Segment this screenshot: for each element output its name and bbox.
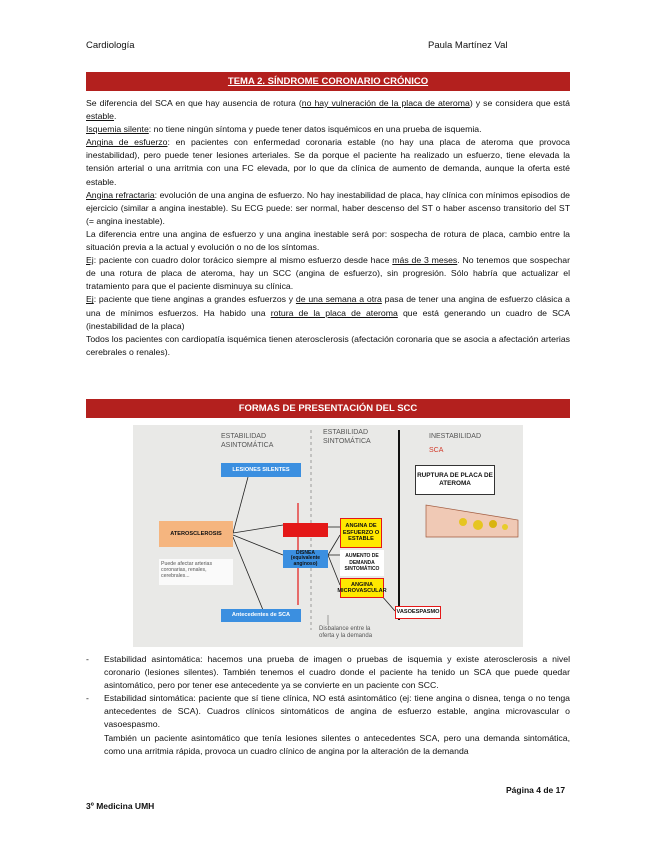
header-author: Paula Martínez Val (428, 40, 508, 51)
note-arteries: Puede afectar arterias coronarias, renales, cerebrales... (159, 559, 233, 585)
label-imbalance: Disbalance entre la oferta y la demanda (319, 626, 373, 639)
paragraph: Todos los pacientes con cardiopatía isquémica tienen aterosclerosis (afectación coronaria que se asocia a afectación arterias cerebrales o renales). (86, 333, 570, 357)
col-instability: INESTABILIDAD (429, 433, 481, 440)
paragraph: Angina refractaria: evolución de una angina de esfuerzo. No hay inestabilidad de placa, hay clínica con mínimos episodios de ejercicio (similar a angina inestable). Su ECG puede: ser normal, haber descenso del ST o haber ascenso transitorio del ST (= angina inestable). (86, 189, 570, 226)
box-demand-increase: AUMENTO DE DEMANDA SINTOMÁTICO (340, 550, 384, 576)
paragraph: Ej: paciente con cuadro dolor torácico siempre al mismo esfuerzo desde hace más de 3 meses. No tenemos que sospechar de una rotura de placa de ateroma, hay un SCC (angina de esfuerzo), sin progresión. Sólo habría que actualizar el tratamiento para que el paciente disminuya su clínica. (86, 255, 570, 292)
label-sca: SCA (429, 447, 444, 454)
body-text (86, 97, 570, 359)
box-angina-red (283, 523, 328, 537)
paragraph: Ej: paciente que tiene anginas a grandes esfuerzos y de una semana a otra pasa de tener una angina de esfuerzo clásica a una de mínimos esfuerzos. Ha habido una rotura de la placa de ateroma que está generando un cuadro de SCA (inestabilidad de la placa) (86, 294, 570, 331)
col-stable-asymptomatic: ESTABILIDAD ASINTOMÁTICA (221, 433, 274, 449)
col-stable-symptomatic: ESTABILIDAD SINTOMÁTICA (323, 429, 371, 445)
presentation-diagram (133, 425, 523, 647)
paragraph: Se diferencia del SCA en que hay ausencia de rotura (no hay vulneración de la placa de ateroma) y se considera que está estable. (86, 98, 570, 122)
box-microvascular-angina: ANGINA MICROVASCULAR (340, 578, 384, 598)
section-title-banner (86, 72, 570, 91)
box-atherosclerosis: ATEROSCLEROSIS (159, 521, 233, 547)
paragraph: La diferencia entre una angina de esfuerzo y una angina inestable será por: sospecha de rotura de placa, cambio entre la situación previa a la actual y evolución o no de los síntomas. (86, 228, 570, 253)
box-stable-angina: ANGINA DE ESFUERZO O ESTABLE (340, 518, 382, 548)
list-item: - Estabilidad sintomática: paciente que sí tiene clínica, NO está asintomático (ej: tiene angina o disnea, tenga o no tenga antecedentes de SCA). Cuadros clínicos sintomáticos de angina de esfuerzo estable, angina microvascular o vasoespasmo. (86, 692, 570, 731)
paragraph: Isquemia silente: no tiene ningún síntoma y puede tener datos isquémicos en una prueba de isquemia. (86, 124, 482, 135)
box-dyspnea: DISNEA (equivalente anginoso) (283, 550, 328, 568)
box-sca-history: Antecedentes de SCA (221, 609, 301, 622)
presentation-list (86, 653, 570, 758)
page-number: Página 4 de 17 (506, 785, 566, 795)
paragraph: Angina de esfuerzo: en pacientes con enfermedad coronaria estable (no hay una placa de ateroma que provoca inestabilidad), pero puede tener lesiones arteriales. Se da porque el paciente ha realizado un esfuerzo, tiene elevada la tensión arterial o una arritmia con una FC elevada, por lo que da clínica de aumento de demanda, aunque la oferta esté estable. (86, 137, 570, 187)
list-item: - Estabilidad asintomática: hacemos una prueba de imagen o pruebas de isquemia y existe aterosclerosis a nivel coronario (lesiones silentes). También tenemos el cuadro donde el paciente ha tenido un SCA que puede quedar asintomático, pero por tener ese antecedente ya se convierte en un paciente con SCC. (86, 653, 570, 692)
section-title: TEMA 2. SÍNDROME CORONARIO CRÓNICO (227, 76, 429, 87)
footer-course: 3º Medicina UMH (86, 801, 155, 811)
header-subject: Cardiología (86, 40, 135, 51)
box-silent-lesions: LESIONES SILENTES (221, 463, 301, 477)
list-item-continuation: También un paciente asintomático que tenía lesiones silentes o antecedentes SCA, pero una demanda sintomática, como una arritmia rápida, provoca un cuadro clínico de angina por la alteración de la demanda (104, 732, 570, 756)
section2-title: FORMAS DE PRESENTACIÓN DEL SCC (86, 399, 570, 418)
box-vasospasm: VASOESPASMO (395, 606, 441, 619)
box-plaque-rupture: RUPTURA DE PLACA DE ATEROMA (415, 465, 495, 495)
